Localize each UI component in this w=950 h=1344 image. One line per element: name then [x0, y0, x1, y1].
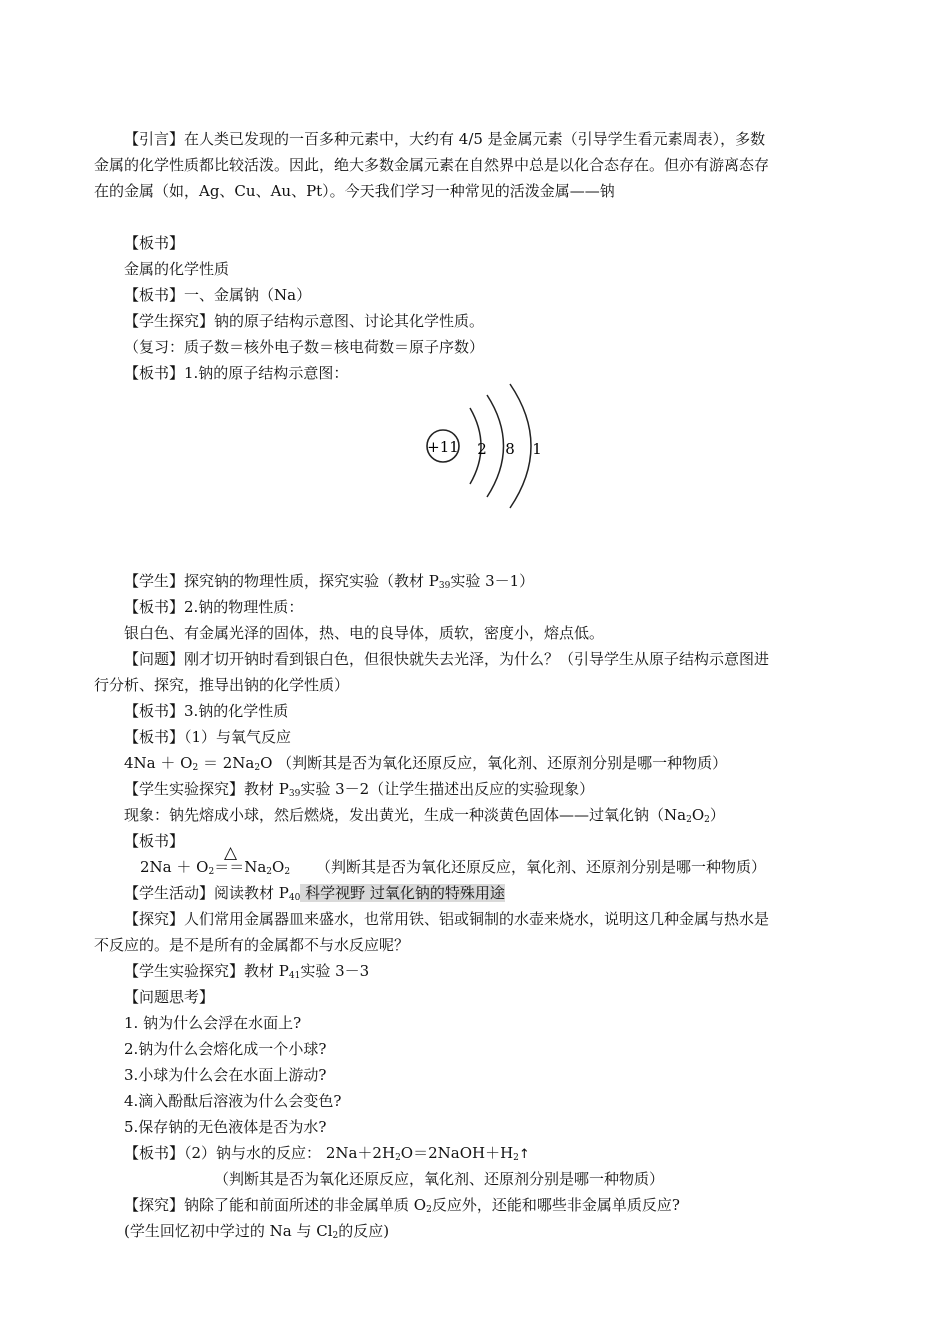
shell-count-3: 1	[532, 440, 542, 458]
board-sodium: 【板书】一、金属钠（Na）	[124, 286, 312, 304]
reaction-water-note: （判断其是否为氧化还原反应，氧化剂、还原剂分别是哪一种物质）	[214, 1170, 665, 1188]
heat-symbol: △	[224, 843, 238, 863]
gas-arrow-icon: ↑	[518, 1147, 530, 1162]
shell-count-1: 2	[477, 440, 487, 458]
questions-title: 【问题思考】	[124, 988, 215, 1006]
electron-shell-2	[487, 395, 504, 497]
explore-line-2: 不反应的。是不是所有的金属都不与水反应呢？	[94, 936, 410, 954]
list-item: 4.滴入酚酞后溶液为什么会变色?	[124, 1092, 342, 1110]
recall-note: (学生回忆初中学过的 Na 与 $Cl_2$的反应)	[124, 1222, 390, 1241]
explore-nonmetals: 【探究】钠除了能和前面所述的非金属单质 $O_2$反应外，还能和哪些非金属单质反应?	[124, 1196, 680, 1215]
board-label: 【板书】	[124, 234, 185, 252]
section-title: 金属的化学性质	[124, 260, 230, 278]
board-label-2: 【板书】	[124, 832, 185, 850]
board-physical: 【板书】2.钠的物理性质：	[124, 598, 304, 616]
question-line-2: 行分析、探究，推导出钠的化学性质）	[94, 676, 350, 694]
student-explore: 【学生探究】钠的原子结构示意图、讨论其化学性质。	[124, 312, 485, 330]
intro-line-2: 金属的化学性质都比较活泼。因此，绝大多数金属元素在自然界中总是以化合态存在。但亦有游离态存	[94, 156, 770, 174]
board-oxygen: 【板书】（1）与氧气反应	[124, 728, 292, 746]
explore-line-1: 【探究】人们常用金属器皿来盛水，也常用铁、铝或铜制的水壶来烧水，说明这几种金属与热水是	[124, 910, 770, 928]
board-structure: 【板书】1.钠的原子结构示意图：	[124, 364, 349, 382]
reaction-oxygen: $4Na + O_2 = 2Na_2O$ （判断其是否为氧化还原反应，氧化剂、还原剂分别是哪一种物质）	[124, 754, 728, 773]
board-chemical: 【板书】3.钠的化学性质	[124, 702, 289, 720]
list-item: 5.保存钠的无色液体是否为水?	[124, 1118, 327, 1136]
list-item: 2.钠为什么会熔化成一个小球?	[124, 1040, 327, 1058]
student-activity: 【学生活动】阅读教材 $P_{40}$ 科学视野 过氧化钠的特殊用途	[124, 884, 505, 903]
reaction-combustion: $2Na + O_2==Na_2O_2$ （判断其是否为氧化还原反应，氧化剂、还原剂分别是哪一种物质）	[140, 858, 767, 877]
experiment-3-2: 【学生实验探究】教材 $P_{39}$实验 3－2（让学生描述出反应的实验现象）	[124, 780, 595, 799]
experiment-3-3: 【学生实验探究】教材 $P_{41}$实验 3－3	[124, 962, 370, 981]
student-physical: 【学生】探究钠的物理性质，探究实验（教材 $P_{39}$实验 3－1）	[124, 572, 535, 591]
intro-line-1: 【引言】在人类已发现的一百多种元素中，大约有 4/5 是金属元素（引导学生看元素周表），多数	[124, 130, 766, 148]
highlight-science-view: 科学视野 过氧化钠的特殊用途	[300, 884, 505, 902]
nucleus-charge: +11	[427, 438, 459, 456]
review-note: （复习：质子数＝核外电子数＝核电荷数＝原子序数）	[124, 338, 485, 356]
list-item: 1. 钠为什么会浮在水面上?	[124, 1014, 302, 1032]
shell-count-2: 8	[505, 440, 515, 458]
sodium-atom-diagram	[412, 378, 552, 518]
intro-line-3: 在的金属（如，Ag、Cu、Au、Pt）。今天我们学习一种常见的活泼金属——钠	[94, 182, 615, 200]
question-line-1: 【问题】刚才切开钠时看到银白色，但很快就失去光泽，为什么？（引导学生从原子结构示意图进	[124, 650, 770, 668]
phenomenon: 现象：钠先熔成小球，然后燃烧，发出黄光，生成一种淡黄色固体——过氧化钠$(Na_2O_2)$	[124, 806, 725, 825]
reaction-water: 【板书】（2）钠与水的反应： $2Na+2H_2O=2NaOH+H_2↑$	[124, 1142, 530, 1169]
list-item: 3.小球为什么会在水面上游动?	[124, 1066, 327, 1084]
physical-properties: 银白色、有金属光泽的固体，热、电的良导体，质软，密度小，熔点低。	[124, 624, 605, 642]
